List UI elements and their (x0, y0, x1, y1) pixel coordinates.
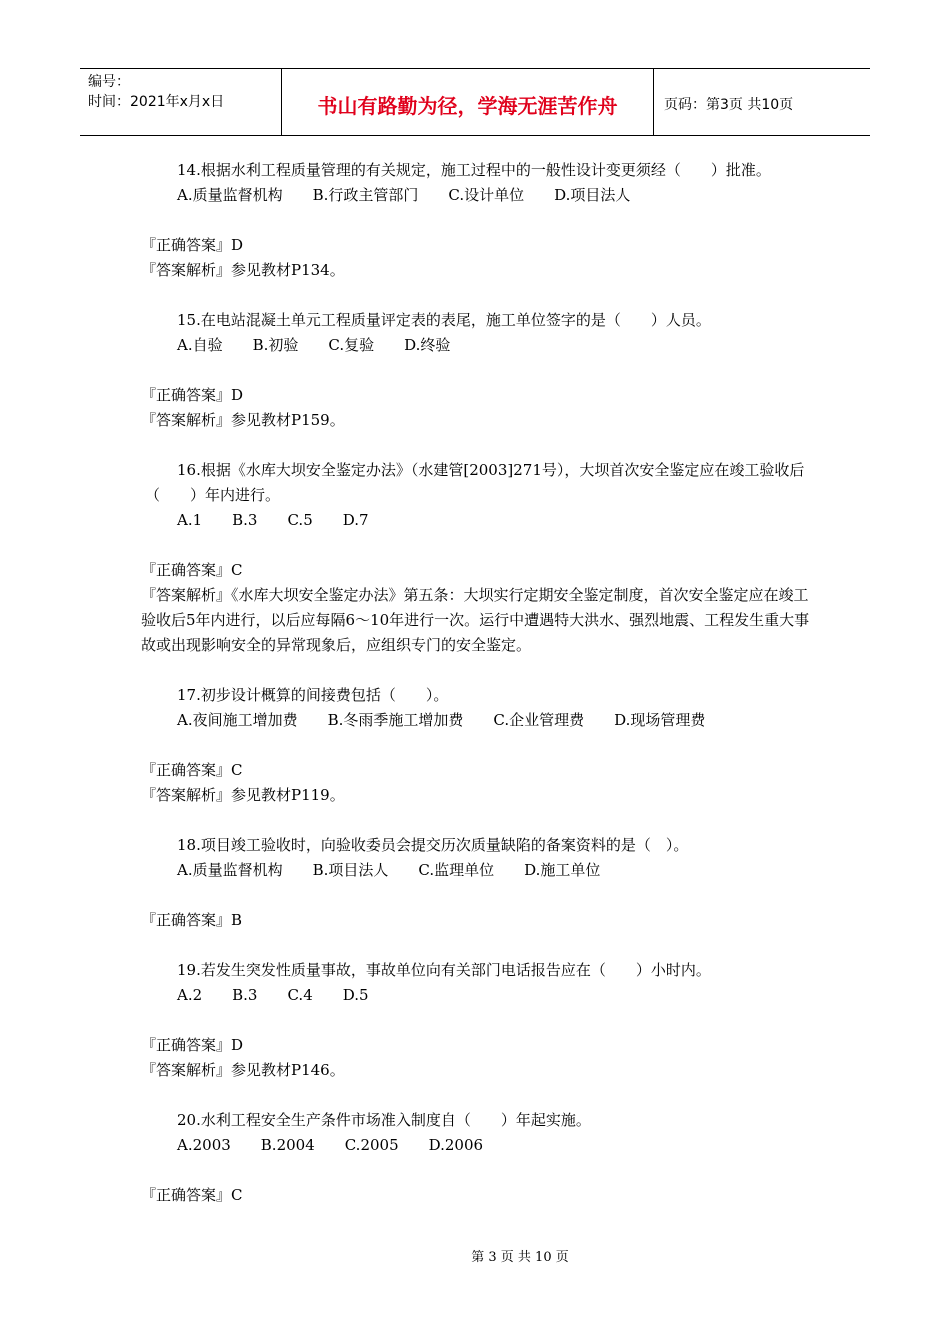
time-label: 时间：2021年x月x日 (88, 94, 225, 110)
question-stem: 14.根据水利工程质量管理的有关规定，施工过程中的一般性设计变更须经（ ）批准。 (177, 161, 771, 179)
question-options: A.质量监督机构 B.行政主管部门 C.设计单位 D.项目法人 (177, 186, 631, 204)
header-page-label: 页码：第3页 共10页 (664, 97, 794, 113)
correct-answer: 『正确答案』D (141, 236, 244, 254)
question-stem: 18.项目竣工验收时，向验收委员会提交历次质量缺陷的备案资料的是（ ）。 (177, 836, 689, 854)
question-list (141, 158, 810, 1208)
question-options: A.2003 B.2004 C.2005 D.2006 (177, 1136, 484, 1154)
question-stem: 17.初步设计概算的间接费包括（ ）。 (177, 686, 449, 704)
correct-answer: 『正确答案』B (141, 911, 243, 929)
correct-answer: 『正确答案』C (141, 761, 243, 779)
answer-explanation: 『答案解析』参见教材P146。 (141, 1061, 345, 1079)
question-options: A.2 B.3 C.4 D.5 (177, 986, 369, 1004)
question-stem: 20.水利工程安全生产条件市场准入制度自（ ）年起实施。 (177, 1111, 591, 1129)
question-options: A.质量监督机构 B.项目法人 C.监理单位 D.施工单位 (177, 861, 601, 879)
answer-explanation: 『答案解析』《水库大坝安全鉴定办法》第五条：大坝实行定期安全鉴定制度，首次安全鉴定应在竣工验收后5年内进行，以后应每隔6～10年进行一次。运行中遭遇特大洪水、强烈地震、工程发生重大事故或出现影响安全的异常现象后，应组织专门的安全鉴定。 (141, 586, 810, 654)
answer-explanation: 『答案解析』参见教材P159。 (141, 411, 345, 429)
answer-explanation: 『答案解析』参见教材P119。 (141, 786, 345, 804)
answer-explanation: 『答案解析』参见教材P134。 (141, 261, 345, 279)
question-stem: 16.根据《水库大坝安全鉴定办法》（水建管[2003]271号），大坝首次安全鉴定应在竣工验收后（ ）年内进行。 (145, 461, 805, 504)
header-motto: 书山有路勤为径，学海无涯苦作舟 (282, 69, 654, 135)
question-stem: 15.在电站混凝土单元工程质量评定表的表尾，施工单位签字的是（ ）人员。 (177, 311, 711, 329)
question-stem: 19.若发生突发性质量事故，事故单位向有关部门电话报告应在（ ）小时内。 (177, 961, 711, 979)
page-header (80, 68, 870, 136)
question-options: A.1 B.3 C.5 D.7 (177, 511, 369, 529)
code-label: 编号： (88, 74, 130, 90)
correct-answer: 『正确答案』D (141, 1036, 244, 1054)
correct-answer: 『正确答案』C (141, 1186, 243, 1204)
correct-answer: 『正确答案』C (141, 561, 243, 579)
header-meta (80, 69, 282, 135)
correct-answer: 『正确答案』D (141, 386, 244, 404)
question-options: A.夜间施工增加费 B.冬雨季施工增加费 C.企业管理费 D.现场管理费 (177, 711, 706, 729)
question-options: A.自验 B.初验 C.复验 D.终验 (177, 336, 451, 354)
page-footer: 第 3 页 共 10 页 (471, 1250, 569, 1265)
